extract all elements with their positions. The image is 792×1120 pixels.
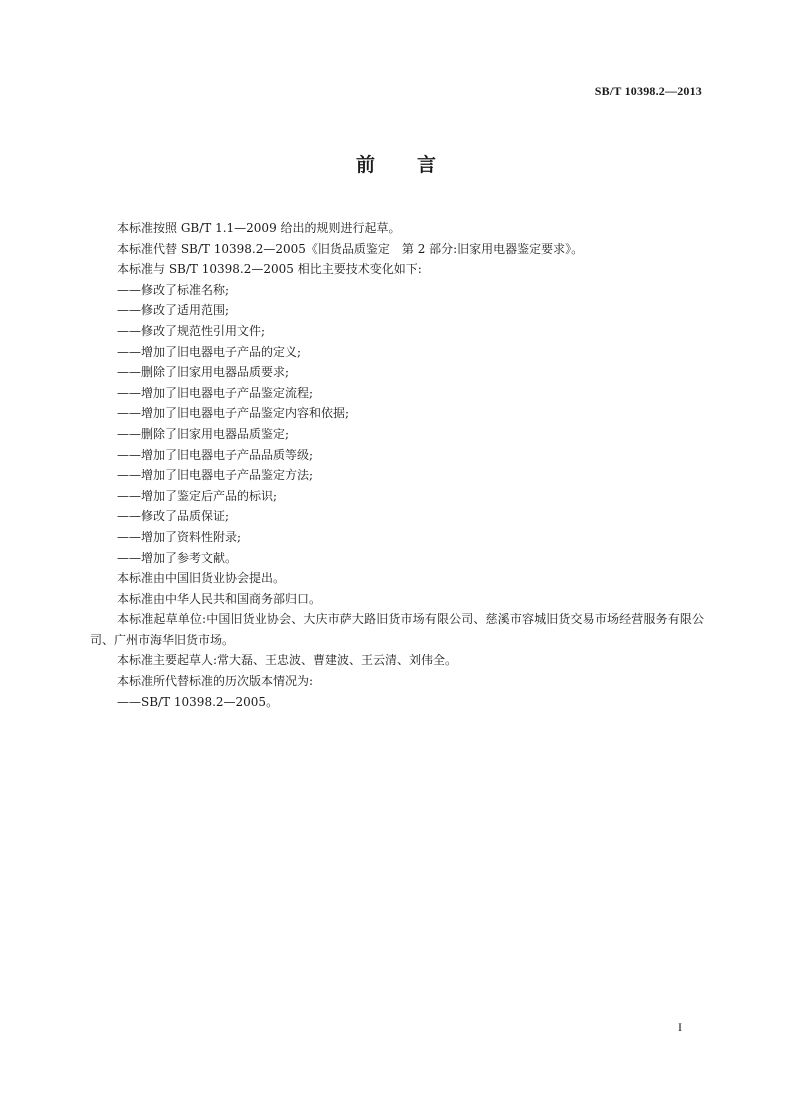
paragraph: 本标准所代替标准的历次版本情况为: [117,674,314,689]
list-item: ——修改了标准名称; [117,282,230,297]
paragraph: 本标准起草单位:中国旧货业协会、大庆市萨大路旧货市场有限公司、慈溪市容城旧货交易市场经营服务有限公司、广州市海华旧货市场。 [90,612,704,647]
list-item: ——修改了规范性引用文件; [117,323,266,338]
paragraph: 本标准由中国旧货业协会提出。 [117,571,286,586]
list-item: ——SB/T 10398.2—2005。 [117,694,279,709]
paragraph: 本标准按照 GB/T 1.1—2009 给出的规则进行起草。 [117,221,401,235]
foreword-body [90,218,704,712]
list-item: ——修改了品质保证; [117,509,230,524]
list-item: ——增加了旧电器电子产品品质等级; [117,447,314,462]
list-item: ——增加了资料性附录; [117,529,242,544]
paragraph: 本标准主要起草人:常大磊、王忠波、曹建波、王云清、刘伟全。 [117,653,458,668]
list-item: ——增加了鉴定后产品的标识; [117,488,278,503]
list-item: ——增加了旧电器电子产品的定义; [117,344,302,359]
list-item: ——增加了旧电器电子产品鉴定方法; [117,468,314,483]
list-item: ——删除了旧家用电器品质要求; [117,365,290,380]
list-item: ——增加了参考文献。 [117,550,238,565]
list-item: ——增加了旧电器电子产品鉴定内容和依据; [117,406,350,421]
page-title: 前言 [355,154,478,176]
page-number: I [678,1020,682,1034]
list-item: ——增加了旧电器电子产品鉴定流程; [117,385,314,400]
paragraph: 本标准与 SB/T 10398.2—2005 相比主要技术变化如下: [117,262,422,277]
paragraph: 本标准代替 SB/T 10398.2—2005《旧货品质鉴定 第 2 部分:旧家用电器鉴定要求》。 [117,241,584,256]
paragraph: 本标准由中华人民共和国商务部归口。 [117,591,322,606]
document-code: SB/T 10398.2—2013 [594,84,702,98]
list-item: ——删除了旧家用电器品质鉴定; [117,426,290,441]
list-item: ——修改了适用范围; [117,303,230,318]
